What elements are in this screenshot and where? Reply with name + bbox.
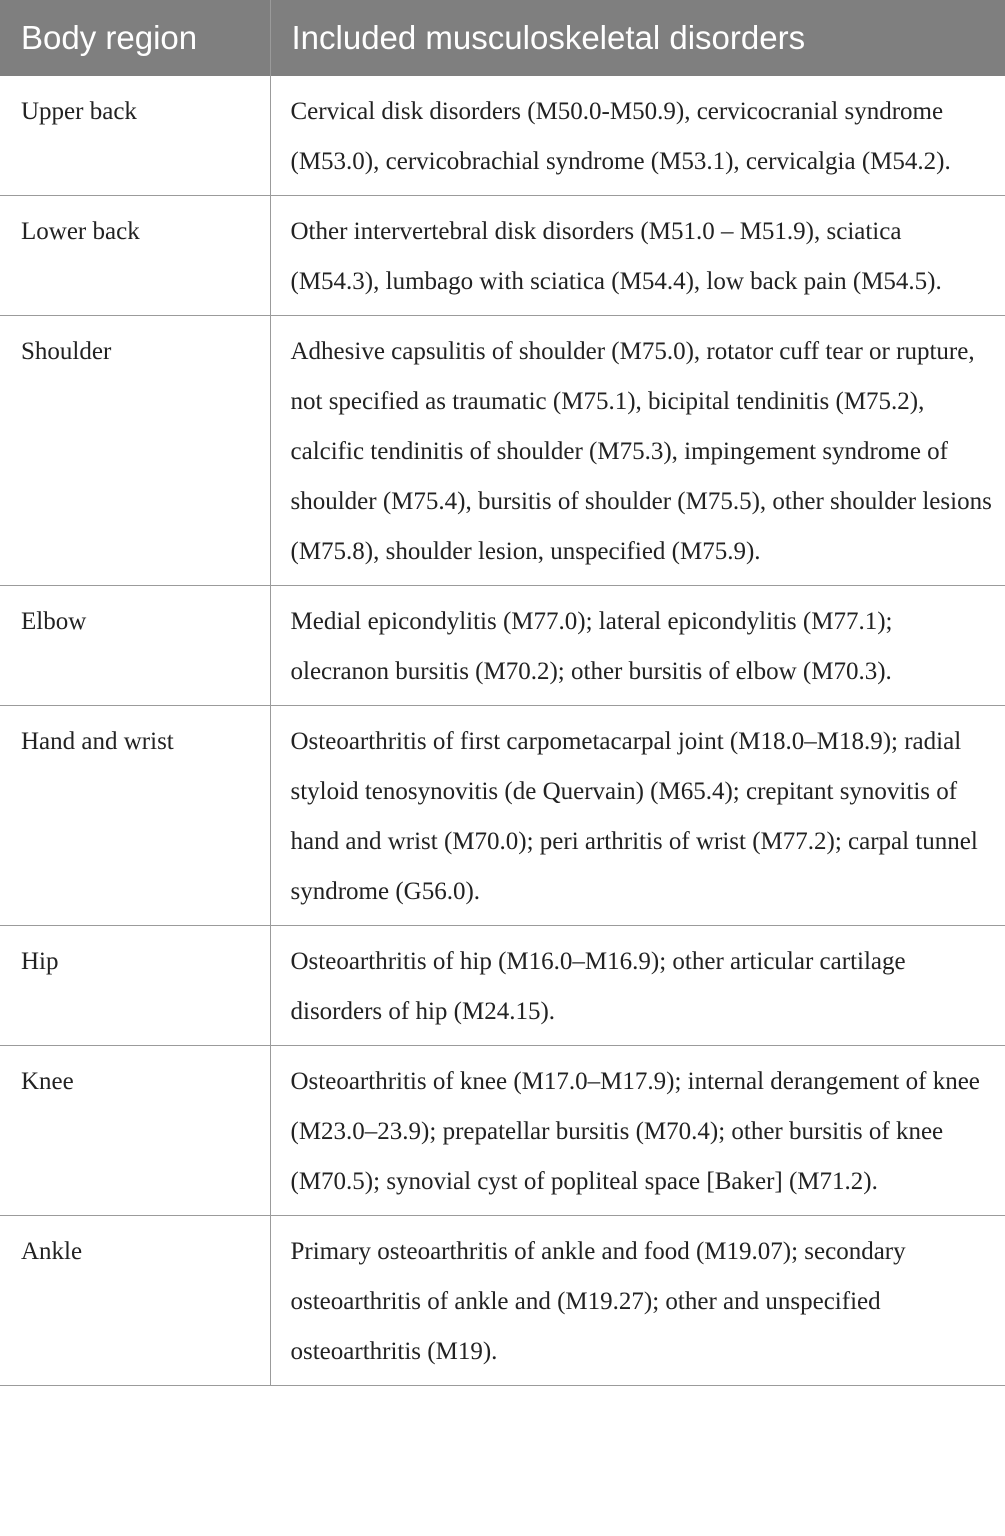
table-row	[0, 76, 1005, 196]
region-cell: Hand and wrist	[0, 706, 270, 926]
disorders-cell: Primary osteoarthritis of ankle and food (M19.07); secondary osteoarthritis of ankle and (M19.27); other and unspecified osteoarthritis (M19).	[270, 1216, 1005, 1386]
table-row	[0, 926, 1005, 1046]
disorders-cell: Medial epicondylitis (M77.0); lateral epicondylitis (M77.1); olecranon bursitis (M70.2); other bursitis of elbow (M70.3).	[270, 586, 1005, 706]
disorders-cell: Osteoarthritis of knee (M17.0–M17.9); internal derangement of knee (M23.0–23.9); prepatellar bursitis (M70.4); other bursitis of knee (M70.5); synovial cyst of popliteal space [Baker] (M71.2).	[270, 1046, 1005, 1216]
header-row	[0, 0, 1005, 76]
table-row	[0, 706, 1005, 926]
table-row	[0, 196, 1005, 316]
header-included-disorders: Included musculoskeletal disorders	[270, 0, 1005, 76]
region-cell: Knee	[0, 1046, 270, 1216]
disorders-cell: Osteoarthritis of hip (M16.0–M16.9); other articular cartilage disorders of hip (M24.15).	[270, 926, 1005, 1046]
table-row	[0, 316, 1005, 586]
region-cell: Lower back	[0, 196, 270, 316]
disorders-cell: Cervical disk disorders (M50.0-M50.9), cervicocranial syndrome (M53.0), cervicobrachial syndrome (M53.1), cervicalgia (M54.2).	[270, 76, 1005, 196]
region-cell: Elbow	[0, 586, 270, 706]
region-cell: Ankle	[0, 1216, 270, 1386]
region-cell: Upper back	[0, 76, 270, 196]
disorders-cell: Other intervertebral disk disorders (M51.0 – M51.9), sciatica (M54.3), lumbago with sciatica (M54.4), low back pain (M54.5).	[270, 196, 1005, 316]
table-row	[0, 1046, 1005, 1216]
table-row	[0, 586, 1005, 706]
table-header	[0, 0, 1005, 76]
disorders-cell: Adhesive capsulitis of shoulder (M75.0), rotator cuff tear or rupture, not specified as traumatic (M75.1), bicipital tendinitis (M75.2), calcific tendinitis of shoulder (M75.3), impingement syndrome of shoulder (M75.4), bursitis of shoulder (M75.5), other shoulder lesions (M75.8), shoulder lesion, unspecified (M75.9).	[270, 316, 1005, 586]
region-cell: Hip	[0, 926, 270, 1046]
header-body-region: Body region	[21, 19, 198, 56]
disorders-cell: Osteoarthritis of first carpometacarpal joint (M18.0–M18.9); radial styloid tenosynovitis (de Quervain) (M65.4); crepitant synovitis of hand and wrist (M70.0); peri arthritis of wrist (M77.2); carpal tunnel syndrome (G56.0).	[270, 706, 1005, 926]
region-cell: Shoulder	[0, 316, 270, 586]
table-row	[0, 1216, 1005, 1386]
table-body	[0, 76, 1005, 1386]
